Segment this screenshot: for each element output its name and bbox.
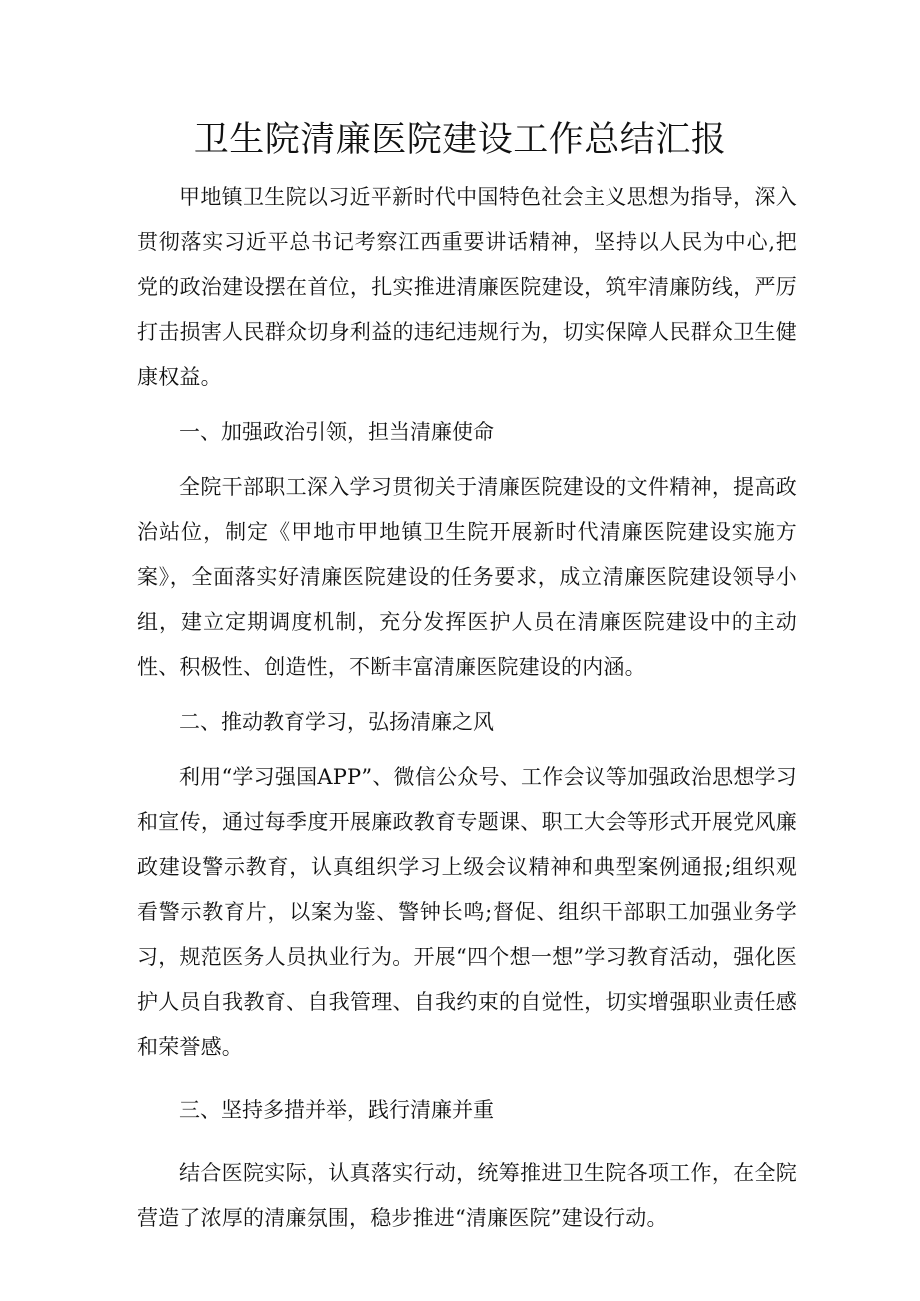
section-2-paragraph: 利用“学习强国APP”、微信公众号、工作会议等加强政治思想学习和宣传，通过每季度开展廉政教育专题课、职工大会等形式开展党风廉政建设警示教育，认真组织学习上级会议精神和典型案例通报;组织观看警示教育片，以案为鉴、警钟长鸣;督促、组织干部职工加强业务学习，规范医务人员执业行为。开展“四个想一想”学习教育活动，强化医护人员自我教育、自我管理、自我约束的自觉性，切实增强职业责任感和荣誉感。: [137, 765, 797, 1059]
section-3-paragraph: 结合医院实际，认真落实行动，统筹推进卫生院各项工作，在全院营造了浓厚的清廉氛围，稳步推进“清廉医院”建设行动。: [137, 1161, 797, 1230]
intro-paragraph: 甲地镇卫生院以习近平新时代中国特色社会主义思想为指导，深入贯彻落实习近平总书记考察江西重要讲话精神，坚持以人民为中心,把党的政治建设摆在首位，扎实推进清廉医院建设，筑牢清廉防线，严厉打击损害人民群众切身利益的违纪违规行为，切实保障人民群众卫生健康权益。: [137, 185, 797, 389]
document-body: [137, 175, 797, 1241]
section-2-heading: 二、推动教育学习，弘扬清廉之风: [179, 710, 494, 734]
document-title: 卫生院清廉医院建设工作总结汇报: [193, 120, 727, 160]
section-1-paragraph: 全院干部职工深入学习贯彻关于清廉医院建设的文件精神，提高政治站位，制定《甲地市甲地镇卫生院开展新时代清廉医院建设实施方案》，全面落实好清廉医院建设的任务要求，成立清廉医院建设领导小组，建立定期调度机制，充分发挥医护人员在清廉医院建设中的主动性、积极性、创造性，不断丰富清廉医院建设的内涵。: [137, 475, 797, 679]
section-3-heading: 三、坚持多措并举，践行清廉并重: [179, 1098, 494, 1122]
section-1-heading: 一、加强政治引领，担当清廉使命: [179, 420, 494, 444]
